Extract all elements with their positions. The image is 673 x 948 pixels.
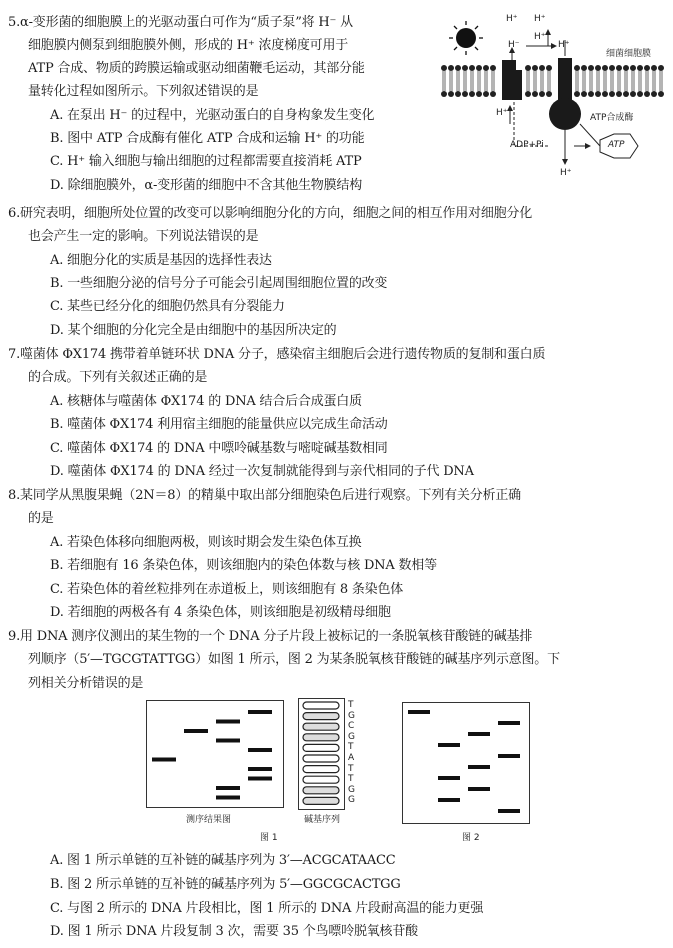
- sequence-letter: G: [348, 784, 355, 795]
- fig5-label-atp: ATP: [608, 140, 625, 150]
- phospholipid-head: [637, 91, 643, 97]
- sequence-bar: [303, 713, 339, 720]
- gel-band: [468, 732, 490, 736]
- q6-number: 6.: [8, 206, 21, 221]
- q8-option-d: D. 若细胞的两极各有 4 条染色体，则该细胞是初级精母细胞: [50, 605, 391, 620]
- q6-option-d: D. 某个细胞的分化完全是由细胞中的基因所决定的: [50, 323, 337, 338]
- sequence-bar: [303, 755, 339, 762]
- gel-band: [184, 729, 208, 733]
- phospholipid-head: [539, 65, 545, 71]
- phospholipid-head: [623, 65, 629, 71]
- phospholipid-head: [574, 65, 580, 71]
- phospholipid-head: [595, 65, 601, 71]
- phospholipid-head: [469, 91, 475, 97]
- q8-number: 8.: [8, 488, 21, 503]
- fig1-caption: 测序结果图: [186, 815, 232, 825]
- gel-band: [216, 786, 240, 790]
- phospholipid-head: [644, 65, 650, 71]
- gel-band: [248, 748, 272, 752]
- q7-number: 7.: [8, 347, 21, 362]
- sequence-letter: T: [348, 763, 354, 774]
- phospholipid-head: [616, 65, 622, 71]
- phospholipid-head: [588, 91, 594, 97]
- sequence-bar: [303, 776, 339, 783]
- q6-option-b: B. 一些细胞分泌的信号分子可能会引起周围细胞位置的改变: [50, 276, 388, 291]
- phospholipid-head: [602, 65, 608, 71]
- q7-option-c: C. 噬菌体 ΦX174 的 DNA 中嘌呤碱基数与嘧啶碱基数相同: [50, 441, 388, 456]
- phospholipid-head: [462, 91, 468, 97]
- phospholipid-head: [651, 65, 657, 71]
- q6-stem-line-2: 也会产生一定的影响。下列说法错误的是: [28, 229, 259, 244]
- q5-stem-line-3: ATP 合成、物质的跨膜运输或驱动细菌鞭毛运动，其部分能: [28, 61, 365, 76]
- fig5-label-h-down: H⁺: [496, 108, 508, 118]
- fig5-label-h-right: H⁺: [558, 40, 570, 50]
- q5-option-c: C. H⁺ 输入细胞与输出细胞的过程都需要直接消耗 ATP: [50, 154, 362, 169]
- gel-band: [438, 776, 460, 780]
- phospholipid-head: [546, 91, 552, 97]
- sequence-letter: G: [348, 795, 355, 806]
- fig5-label-membrane: 细菌细胞膜: [606, 49, 652, 59]
- phospholipid-head: [595, 91, 601, 97]
- gel-band: [216, 796, 240, 800]
- gel-band: [216, 720, 240, 724]
- phospholipid-head: [539, 91, 545, 97]
- sequence-bar: [303, 702, 339, 709]
- sequence-letter: C: [348, 721, 355, 732]
- sequence-letter: T: [348, 700, 354, 710]
- phospholipid-head: [490, 65, 496, 71]
- q9-option-d: D. 图 1 所示 DNA 片段复制 3 次，需要 35 个鸟嘌呤脱氧核苷酸: [50, 924, 418, 939]
- q9-stem-line-1: [8, 628, 532, 646]
- sequence-bar: [303, 766, 339, 773]
- fig5-label-h-top-2: H⁺: [534, 14, 546, 24]
- sequence-letter: G: [348, 731, 355, 742]
- q6-option-c: C. 某些已经分化的细胞仍然具有分裂能力: [50, 299, 285, 314]
- fig1-label: 图 1: [260, 833, 278, 843]
- q8-option-b: B. 若细胞有 16 条染色体，则该细胞内的染色体数与核 DNA 数相等: [50, 558, 437, 573]
- q9-stem-text-1: 用 DNA 测序仪测出的某生物的一个 DNA 分子片段上被标记的一条脱氧核苷酸链的碱基排: [20, 629, 533, 644]
- fig5-label-atp-synthase: ATP合成酶: [590, 113, 634, 123]
- phospholipid-head: [476, 65, 482, 71]
- phospholipid-head: [525, 65, 531, 71]
- q5-option-a: A. 在泵出 H⁻ 的过程中，光驱动蛋白的自身构象发生变化: [50, 108, 375, 123]
- phospholipid-head: [602, 91, 608, 97]
- q9-option-c: C. 与图 2 所示的 DNA 片段相比，图 1 所示的 DNA 片段耐高温的能力更强: [50, 901, 484, 916]
- fig5-label-h-bottom: H⁺: [560, 168, 572, 178]
- gel-band: [248, 777, 272, 781]
- q5-option-b: B. 图中 ATP 合成酶有催化 ATP 合成和运输 H⁺ 的功能: [50, 131, 365, 146]
- gel-band: [468, 787, 490, 791]
- sequence-bar: [303, 723, 339, 730]
- phospholipid-head: [532, 65, 538, 71]
- q9-option-a: A. 图 1 所示单链的互补链的碱基序列为 3′—ACGCATAACC: [50, 853, 396, 868]
- q7-option-b: B. 噬菌体 ΦX174 利用宿主细胞的能量供应以完成生命活动: [50, 417, 388, 432]
- q8-stem-text-1: 某同学从黑腹果蝇（2N＝8）的精巢中取出部分细胞染色后进行观察。下列有关分析正确: [20, 488, 521, 503]
- phospholipid-head: [651, 91, 657, 97]
- phospholipid-head: [546, 65, 552, 71]
- gel-band: [216, 739, 240, 743]
- phospholipid-head: [490, 91, 496, 97]
- fig5-label-adp: ADP+Pi: [510, 140, 544, 150]
- fig5-label-h-mid: H⁺: [534, 32, 546, 42]
- q8-stem-line-2: 的是: [28, 511, 54, 526]
- q7-stem-text-1: 噬菌体 ΦX174 携带着单链环状 DNA 分子，感染宿主细胞后会进行遗传物质的复制和蛋白质: [20, 347, 546, 362]
- phospholipid-head: [483, 65, 489, 71]
- q8-stem-line-1: [8, 487, 521, 505]
- fig2-label: 图 2: [462, 833, 480, 843]
- q7-option-a: A. 核糖体与噬菌体 ΦX174 的 DNA 结合后合成蛋白质: [50, 394, 362, 409]
- phospholipid-head: [630, 65, 636, 71]
- gel-band: [408, 710, 430, 714]
- gel-band: [152, 758, 176, 762]
- gel-band: [498, 809, 520, 813]
- gel-band: [248, 767, 272, 771]
- phospholipid-head: [658, 65, 664, 71]
- q9-stem-line-2: 列顺序（5′—TGCGTATTGG）如图 1 所示，图 2 为某条脱氧核苷酸链的碱基序列示意图。下: [28, 652, 560, 667]
- phospholipid-head: [581, 91, 587, 97]
- phospholipid-head: [630, 91, 636, 97]
- phospholipid-head: [448, 91, 454, 97]
- sequence-bar: [303, 797, 339, 804]
- fig5-label-h-left: H⁻: [508, 40, 520, 50]
- sequence-bar: [303, 744, 339, 751]
- gel-band: [498, 754, 520, 758]
- phospholipid-head: [441, 65, 447, 71]
- q8-option-a: A. 若染色体移向细胞两极，则该时期会发生染色体互换: [50, 535, 362, 550]
- sequence-letter: G: [348, 710, 355, 721]
- q7-stem-line-2: 的合成。下列有关叙述正确的是: [28, 370, 208, 385]
- q6-stem-line-1: [8, 205, 532, 223]
- phospholipid-head: [476, 91, 482, 97]
- cell-membrane: [440, 64, 668, 98]
- gel-band: [438, 743, 460, 747]
- gel-band: [468, 765, 490, 769]
- phospholipid-head: [448, 65, 454, 71]
- phospholipid-head: [469, 65, 475, 71]
- sequence-caption: 碱基序列: [304, 815, 341, 825]
- phospholipid-head: [455, 65, 461, 71]
- phospholipid-head: [623, 91, 629, 97]
- gel-band: [438, 798, 460, 802]
- q7-stem-line-1: [8, 346, 545, 364]
- q5-membrane-figure: [440, 6, 668, 186]
- q5-option-d: D. 除细胞膜外，α-变形菌的细胞中不含其他生物膜结构: [50, 178, 362, 193]
- q8-option-c: C. 若染色体的着丝粒排列在赤道板上，则该细胞有 8 条染色体: [50, 582, 404, 597]
- phospholipid-head: [483, 91, 489, 97]
- phospholipid-head: [637, 65, 643, 71]
- phospholipid-head: [609, 65, 615, 71]
- q5-stem-text-1: α-变形菌的细胞膜上的光驱动蛋白可作为“质子泵”将 H⁻ 从: [20, 15, 353, 30]
- q6-option-a: A. 细胞分化的实质是基因的选择性表达: [50, 253, 272, 268]
- fig2-gel: [402, 702, 530, 824]
- q5-number: 5.: [8, 15, 21, 30]
- q9-stem-line-3: 列相关分析错误的是: [28, 676, 144, 691]
- gel-band: [498, 721, 520, 725]
- phospholipid-head: [525, 91, 531, 97]
- phospholipid-head: [574, 91, 580, 97]
- sequence-letter: T: [348, 742, 354, 753]
- phospholipid-head: [441, 91, 447, 97]
- phospholipid-head: [644, 91, 650, 97]
- fig1-gel: [146, 700, 284, 808]
- sequence-bar: [303, 787, 339, 794]
- gel-band: [248, 710, 272, 714]
- sequence-letter: A: [348, 753, 355, 763]
- phospholipid-head: [462, 65, 468, 71]
- phospholipid-head: [616, 91, 622, 97]
- sequence-letter: T: [348, 774, 354, 785]
- phospholipid-head: [658, 91, 664, 97]
- q9-number: 9.: [8, 629, 21, 644]
- sun-icon: [449, 21, 483, 55]
- q5-stem-line-2: 细胞膜内侧泵到细胞膜外侧，形成的 H⁺ 浓度梯度可用于: [28, 38, 349, 53]
- phospholipid-head: [609, 91, 615, 97]
- phospholipid-head: [532, 91, 538, 97]
- q9-option-b: B. 图 2 所示单链的互补链的碱基序列为 5′—GGCGCACTGG: [50, 877, 401, 892]
- sequence-bar: [303, 734, 339, 741]
- q7-option-d: D. 噬菌体 ΦX174 的 DNA 经过一次复制就能得到与亲代相同的子代 DNA: [50, 464, 474, 479]
- q6-stem-text-1: 研究表明，细胞所处位置的改变可以影响细胞分化的方向，细胞之间的相互作用对细胞分化: [20, 206, 533, 221]
- phospholipid-head: [455, 91, 461, 97]
- phospholipid-head: [588, 65, 594, 71]
- phospholipid-head: [581, 65, 587, 71]
- fig5-label-h-top-1: H⁺: [506, 14, 518, 24]
- q5-stem-line-4: 量转化过程如图所示。下列叙述错误的是: [28, 84, 259, 99]
- q5-stem-line-1: [8, 14, 353, 32]
